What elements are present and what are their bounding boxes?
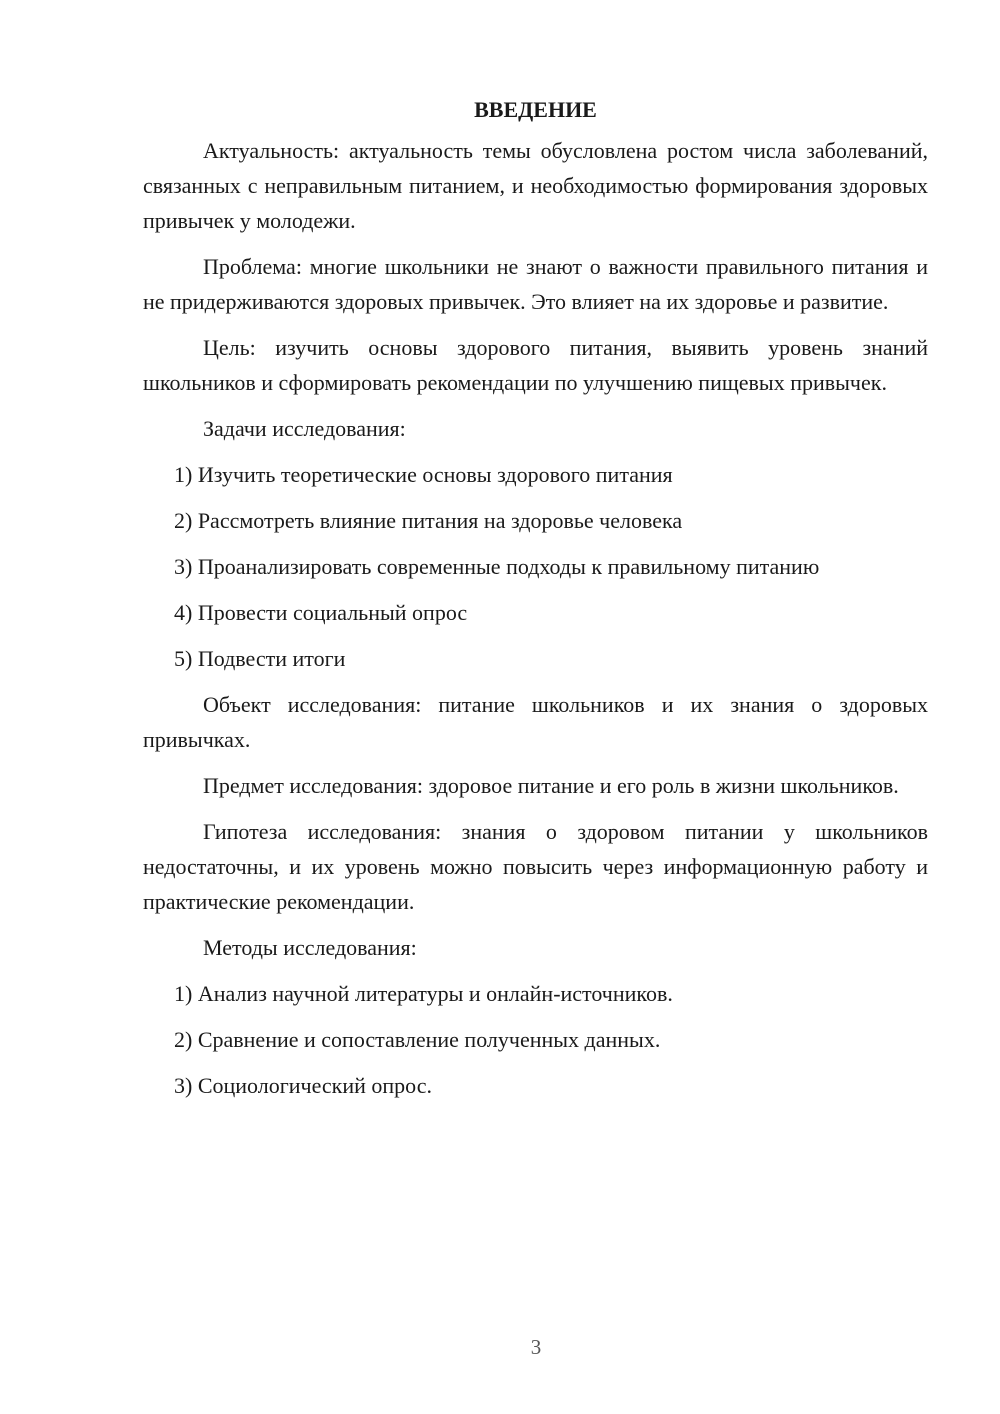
methods-list xyxy=(143,976,928,1103)
list-item: 3) Социологический опрос. xyxy=(174,1073,432,1098)
problem-paragraph: Проблема: многие школьники не знают о важности правильного питания и не придерживаются здоровых привычек. Это влияет на их здоровье и развитие. xyxy=(143,254,928,314)
list-item: 1) Изучить теоретические основы здорового питания xyxy=(174,462,673,487)
relevance-paragraph: Актуальность: актуальность темы обусловлена ростом числа заболеваний, связанных с неправильным питанием, и необходимостью формирования здоровых привычек у молодежи. xyxy=(143,138,928,233)
page-number: 3 xyxy=(530,1335,542,1359)
list-item: 3) Проанализировать современные подходы к правильному питанию xyxy=(174,554,820,579)
section-heading: ВВЕДЕНИЕ xyxy=(474,97,597,122)
list-item: 2) Рассмотреть влияние питания на здоровье человека xyxy=(174,508,683,533)
list-item: 2) Сравнение и сопоставление полученных данных. xyxy=(174,1027,661,1052)
list-item: 4) Провести социальный опрос xyxy=(174,600,468,625)
methods-label: Методы исследования: xyxy=(203,935,417,960)
goal-paragraph: Цель: изучить основы здорового питания, выявить уровень знаний школьников и сформировать рекомендации по улучшению пищевых привычек. xyxy=(143,335,928,395)
page-content xyxy=(143,92,928,1103)
object-paragraph: Объект исследования: питание школьников и их знания о здоровых привычках. xyxy=(143,692,928,752)
tasks-label: Задачи исследования: xyxy=(203,416,406,441)
hypothesis-paragraph: Гипотеза исследования: знания о здоровом питании у школьников недостаточны, и их уровень можно повысить через информационную работу и практические рекомендации. xyxy=(143,819,928,914)
tasks-list xyxy=(143,457,928,676)
subject-paragraph: Предмет исследования: здоровое питание и его роль в жизни школьников. xyxy=(203,773,899,798)
list-item: 5) Подвести итоги xyxy=(174,646,346,671)
list-item: 1) Анализ научной литературы и онлайн-источников. xyxy=(174,981,673,1006)
